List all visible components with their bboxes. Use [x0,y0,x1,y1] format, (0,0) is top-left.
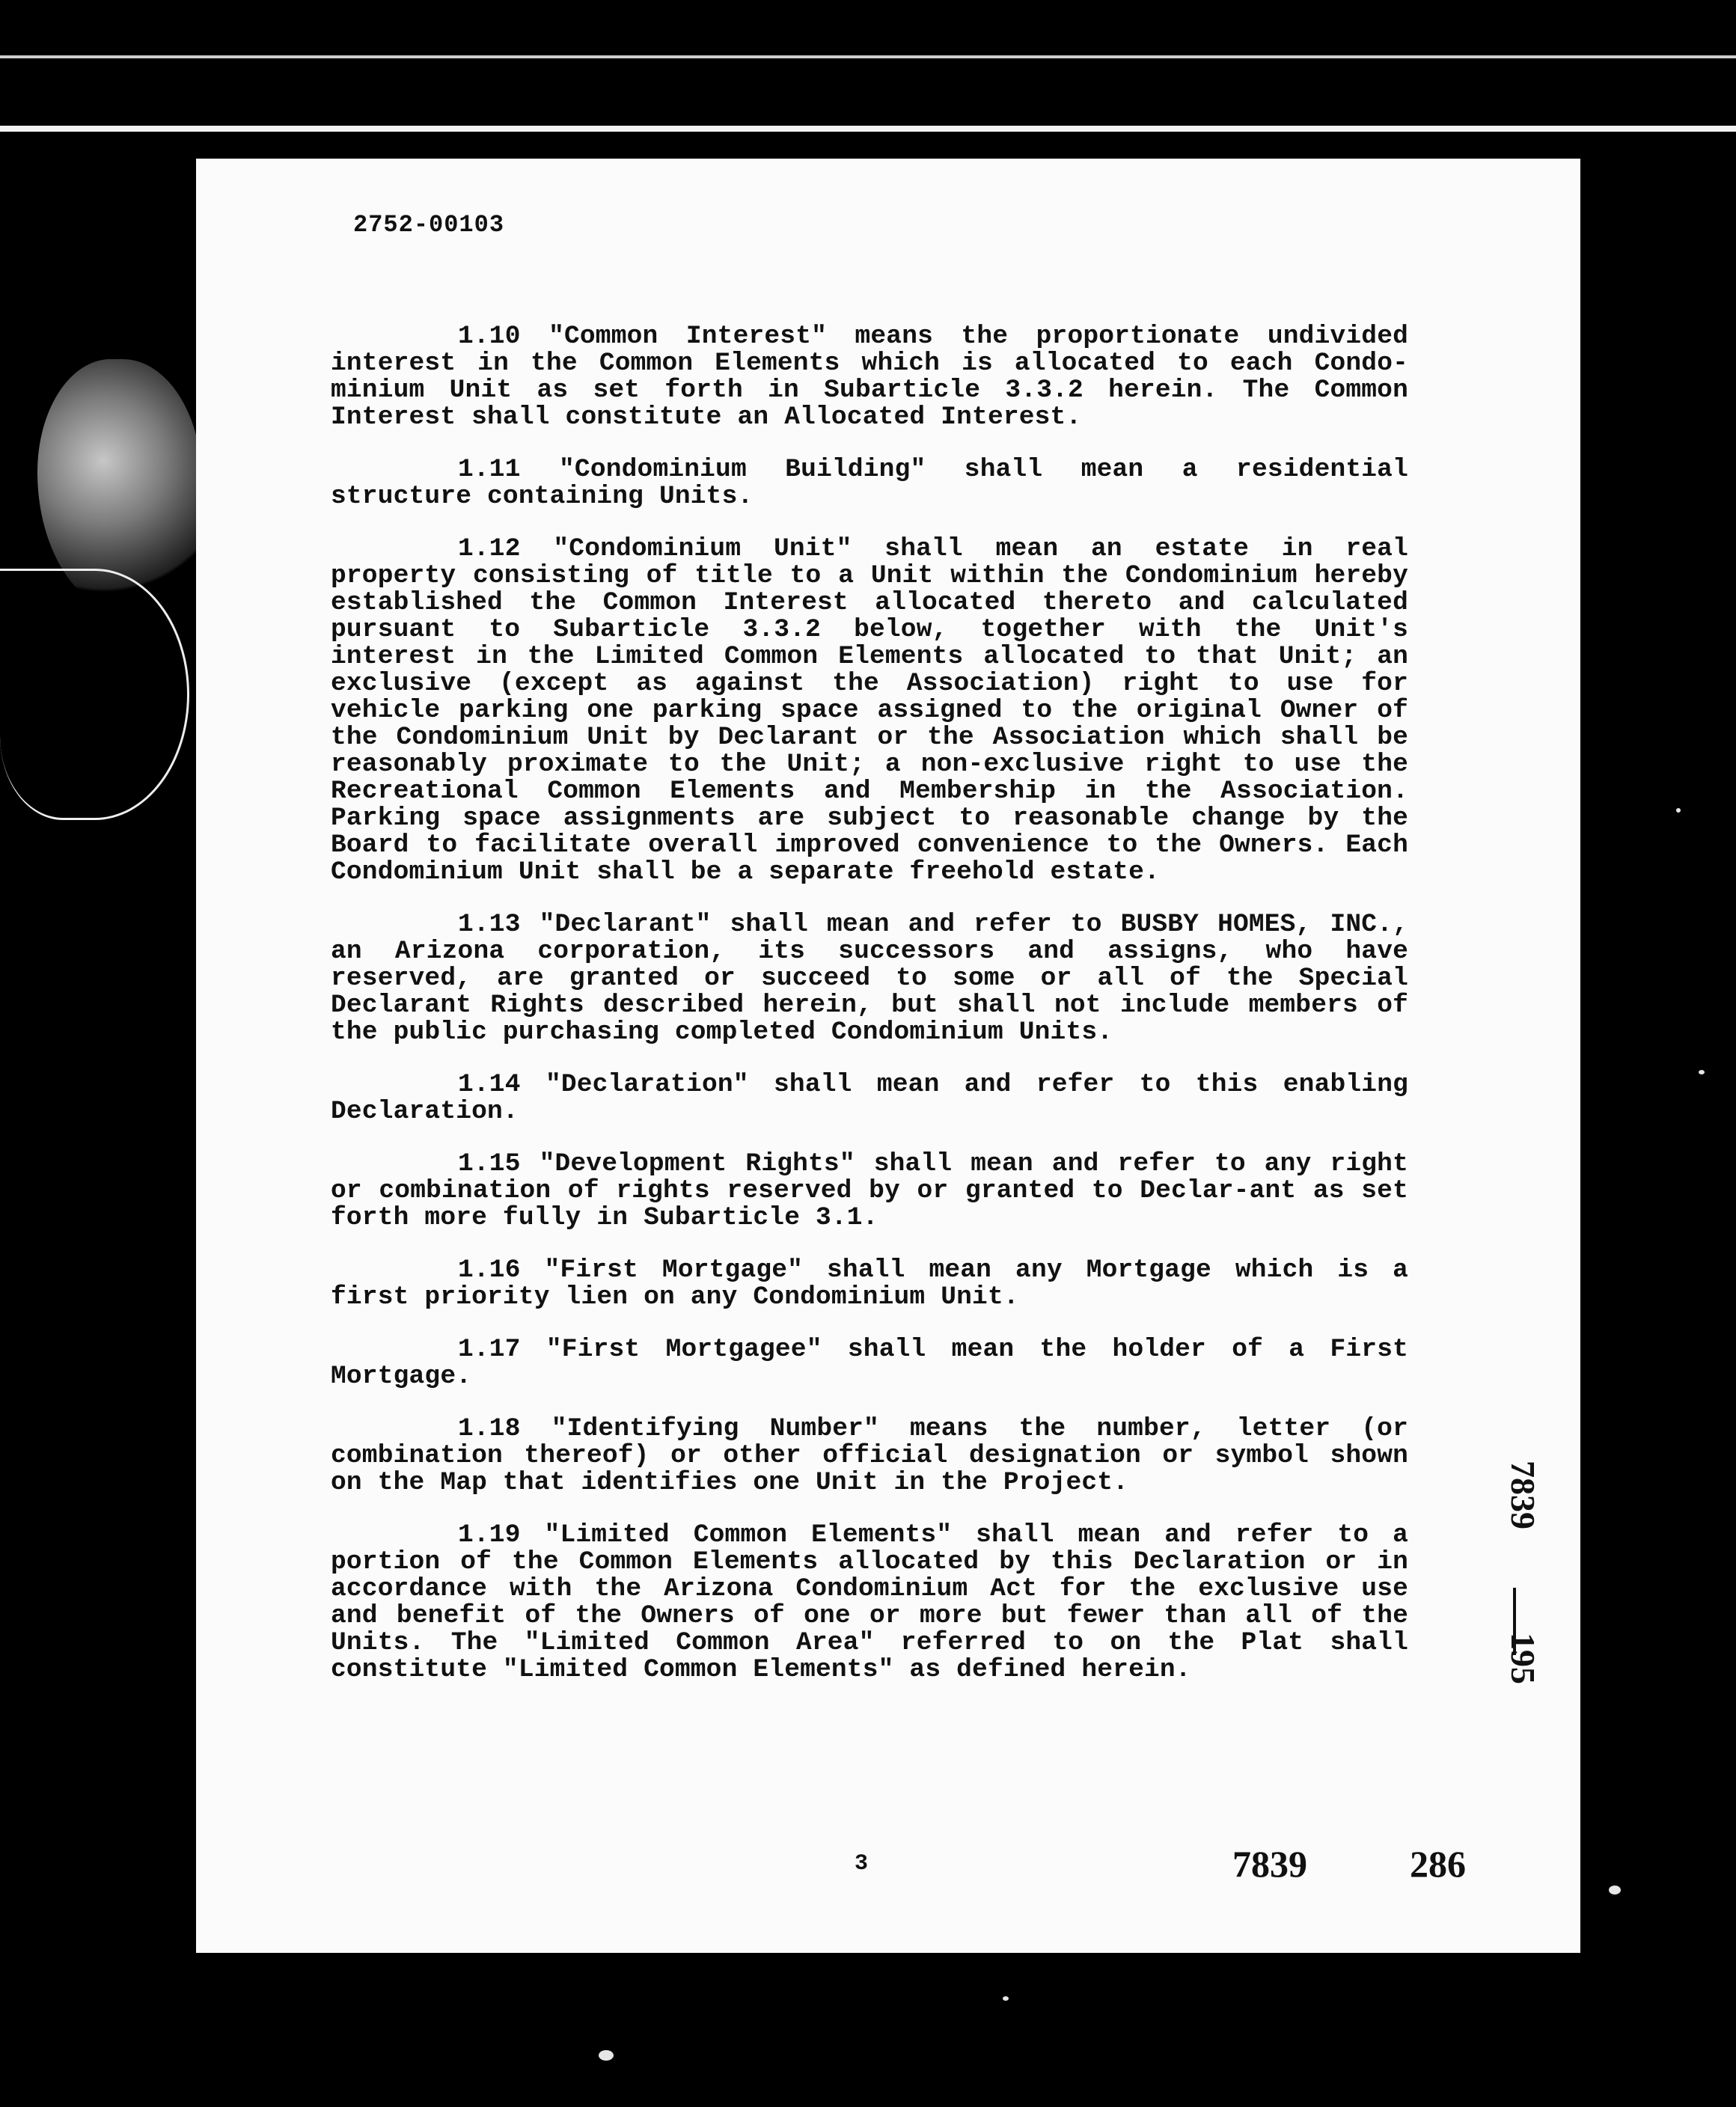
definition-paragraph: 1.18 "Identifying Number" means the number, letter (or combination thereof) or other official designation or symbol shown on the Map that identifies one Unit in the Project. [331,1414,1408,1497]
definition-paragraph: 1.14 "Declaration" shall mean and refer to this enabling Declaration. [331,1070,1408,1126]
definition-paragraph: 1.11 "Condominium Building" shall mean a residential structure containing Units. [331,455,1408,511]
definition-paragraph: 1.19 "Limited Common Elements" shall mean and refer to a portion of the Common Elements allocated by this Declaration or in accordance with the Arizona Condominium Act for the exclusive use and benefit of the Owners of one or more but fewer than all of the Units. The "Limited Common Area" referred to on the Plat shall constitute "Limited Common Elements" as defined herein. [331,1520,1408,1684]
document-body [331,323,1408,1709]
definition-paragraph: 1.10 "Common Interest" means the proportionate undivided interest in the Common Elements which is allocated to each Condo-minium Unit as set forth in Subarticle 3.3.2 herein. The Common Interest shall constitute an Allocated Interest. [331,322,1408,432]
scan-speck [599,2050,614,2061]
definition-paragraph: 1.15 "Development Rights" shall mean and refer to any right or combination of rights reserved by or granted to Declar-ant as set forth more fully in Subarticle 3.1. [331,1149,1408,1232]
scan-speck [1609,1886,1621,1895]
definition-paragraph: 1.12 "Condominium Unit" shall mean an estate in real property consisting of title to a Unit within the Condominium hereby established the Common Interest allocated thereto and calculated pursuant to Subarticle 3.3.2 below, together with the Unit's interest in the Limited Common Elements allocated to that Unit; an exclusive (except as against the Association) right to use for vehicle parking one parking space assigned to the original Owner of the Condominium Unit by Declarant or the Association which shall be reasonably proximate to the Unit; a non-exclusive right to use the Recreational Common Elements and Membership in the Association. Parking space assignments are subject to reasonable change by the Board to facilitate overall improved convenience to the Owners. Each Condominium Unit shall be a separate freehold estate. [331,534,1408,887]
definition-paragraph: 1.17 "First Mortgagee" shall mean the holder of a First Mortgage. [331,1335,1408,1391]
document-page [196,159,1580,1953]
scan-speck [1003,1996,1009,2001]
definition-paragraph: 1.13 "Declarant" shall mean and refer to BUSBY HOMES, INC., an Arizona corporation, its successors and assigns, who have reserved, are granted or succeed to some or all of the Special Declarant Rights described herein, but shall not include members of the public purchasing completed Condominium Units. [331,910,1408,1047]
definition-paragraph: 1.16 "First Mortgage" shall mean any Mortgage which is a first priority lien on any Condominium Unit. [331,1256,1408,1312]
scan-speck [1699,1070,1705,1074]
recording-page: 286 [1410,1843,1466,1885]
scan-edge-line [0,55,1736,58]
recording-docket: 7839 [1232,1843,1307,1885]
margin-stamp-lower: 195 [1504,1633,1542,1684]
margin-recording-stamp [1483,1461,1550,1805]
scan-speck [1676,808,1681,813]
scan-artifact-outline [0,569,189,820]
page-number: 3 [855,1851,869,1877]
scan-edge-line [0,126,1736,132]
margin-stamp-upper: 7839 [1504,1461,1542,1529]
document-number: 2752-00103 [353,211,505,239]
